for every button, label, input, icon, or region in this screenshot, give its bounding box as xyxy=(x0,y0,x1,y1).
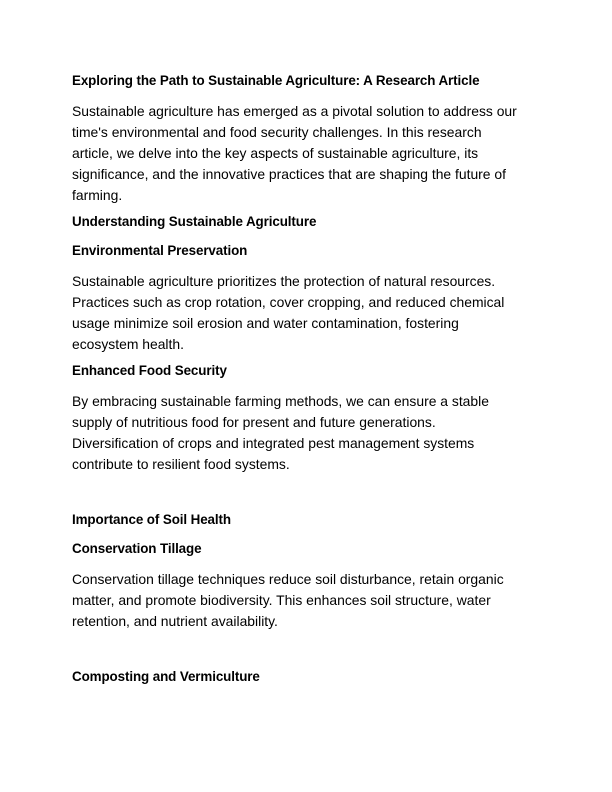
text-line: significance, and the innovative practices that are shaping the future of xyxy=(72,166,506,182)
paragraph xyxy=(72,569,542,632)
subsection-heading: Conservation Tillage xyxy=(72,541,202,556)
document-page xyxy=(72,72,542,697)
text-line: usage minimize soil erosion and water contamination, fostering xyxy=(72,315,459,331)
text-line: Sustainable agriculture has emerged as a pivotal solution to address our xyxy=(72,103,517,119)
text-line: contribute to resilient food systems. xyxy=(72,456,290,472)
subsection-heading: Enhanced Food Security xyxy=(72,363,227,378)
paragraph xyxy=(72,271,542,355)
text-line: time's environmental and food security challenges. In this research xyxy=(72,124,482,140)
text-line: Practices such as crop rotation, cover cropping, and reduced chemical xyxy=(72,294,505,310)
text-line: article, we delve into the key aspects of sustainable agriculture, its xyxy=(72,145,479,161)
text-line: supply of nutritious food for present and future generations. xyxy=(72,414,436,430)
paragraph xyxy=(72,391,542,475)
text-line: Conservation tillage techniques reduce soil disturbance, retain organic xyxy=(72,571,504,587)
subsection-heading: Environmental Preservation xyxy=(72,243,248,258)
text-line: Diversification of crops and integrated pest management systems xyxy=(72,435,475,451)
text-line: matter, and promote biodiversity. This enhances soil structure, water xyxy=(72,592,491,608)
text-line: ecosystem health. xyxy=(72,336,184,352)
intro-paragraph xyxy=(72,101,542,206)
text-line: Sustainable agriculture prioritizes the protection of natural resources. xyxy=(72,273,496,289)
text-line: retention, and nutrient availability. xyxy=(72,613,278,629)
blank-line xyxy=(72,639,542,668)
section-heading: Importance of Soil Health xyxy=(72,512,231,527)
text-line: farming. xyxy=(72,187,123,203)
document-title: Exploring the Path to Sustainable Agriculture: A Research Article xyxy=(72,73,480,88)
text-line: By embracing sustainable farming methods, we can ensure a stable xyxy=(72,393,489,409)
section-heading: Understanding Sustainable Agriculture xyxy=(72,214,317,229)
subsection-heading: Composting and Vermiculture xyxy=(72,669,260,684)
blank-line xyxy=(72,482,542,511)
